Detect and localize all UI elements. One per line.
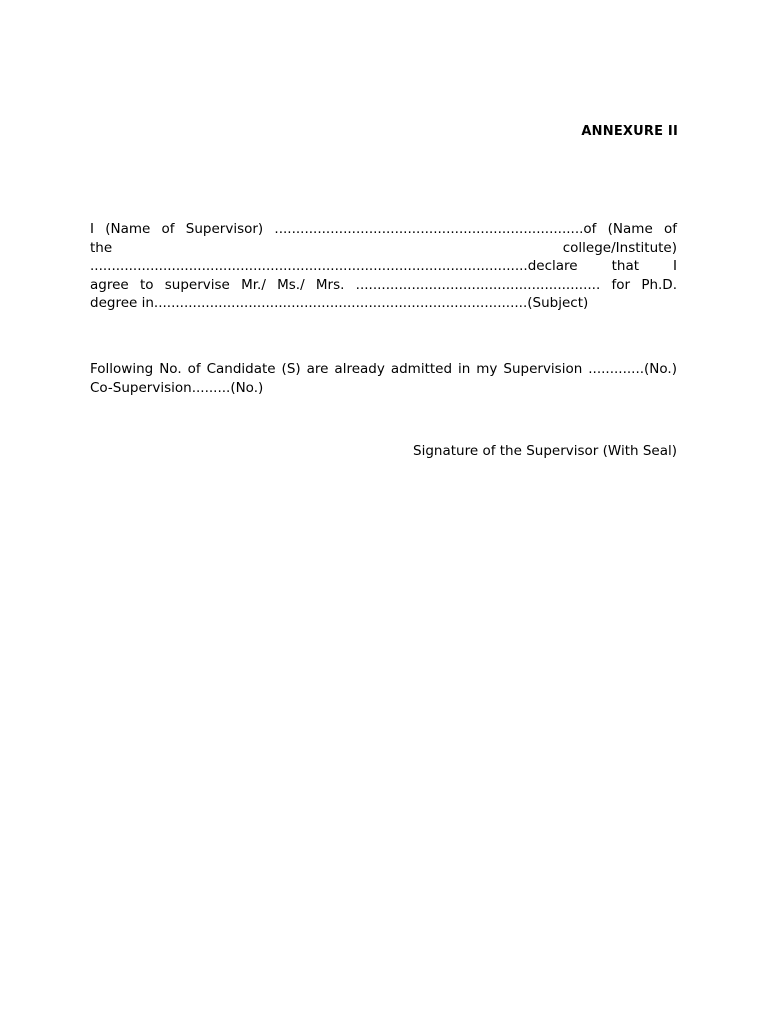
declaration-line: I (Name of Supervisor) ........................................................................of (Name of bbox=[90, 221, 677, 237]
candidates-line: Co-Supervision.........(No.) bbox=[90, 379, 264, 396]
declaration-line: degree in.......................................................................................(Subject) bbox=[90, 295, 589, 311]
signature-label: Signature of the Supervisor (With Seal) bbox=[413, 443, 677, 459]
annexure-title: ANNEXURE II bbox=[581, 124, 678, 139]
declaration-line bbox=[90, 239, 677, 258]
candidates-paragraph bbox=[90, 360, 677, 397]
declaration-line: ......................................................................................................declare that I bbox=[90, 258, 677, 274]
candidates-line: Following No. of Candidate (S) are already admitted in my Supervision .............(No.) bbox=[90, 361, 677, 377]
declaration-paragraph bbox=[90, 220, 677, 313]
declaration-line: agree to supervise Mr./ Ms./ Mrs. ......................................................... for Ph.D. bbox=[90, 276, 677, 293]
declaration-line-part: college/Institute) bbox=[562, 239, 677, 256]
declaration-line-part: the bbox=[90, 239, 113, 256]
